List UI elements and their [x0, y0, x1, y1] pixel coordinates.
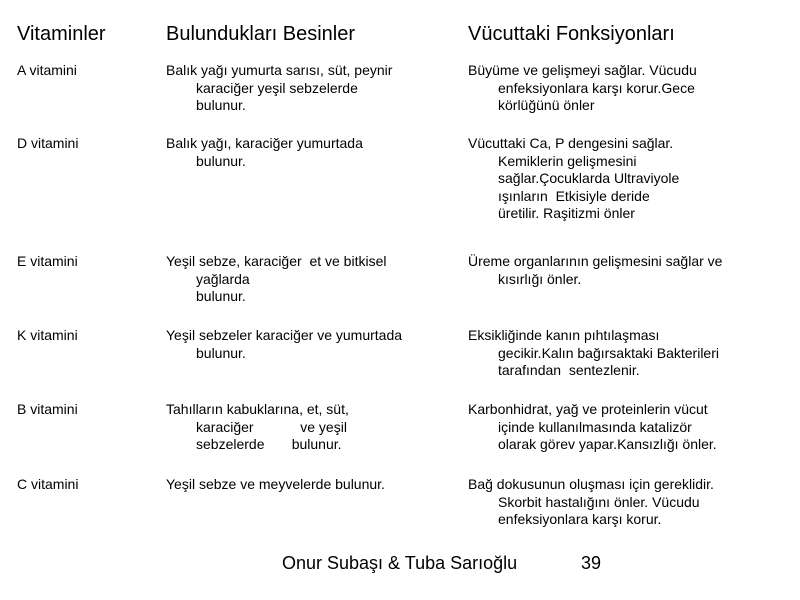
- foods-line: Balık yağı, karaciğer yumurtada: [166, 135, 363, 151]
- foods-line: bulunur.: [196, 152, 246, 169]
- row-e-foods: [166, 253, 460, 306]
- row-b-vitamin: [17, 401, 157, 419]
- row-e-functions: [468, 253, 794, 288]
- row-d-foods: [166, 135, 460, 170]
- functions-line: Karbonhidrat, yağ ve proteinlerin vücut: [468, 401, 708, 417]
- functions-line: Kemiklerin gelişmesini: [498, 152, 637, 169]
- row-c-vitamin: [17, 476, 157, 494]
- row-d-functions: [468, 135, 794, 223]
- page-number: 39: [581, 553, 602, 573]
- functions-line: üretilir. Raşitizmi önler: [498, 205, 635, 221]
- row-b-foods: [166, 401, 460, 454]
- header-foods: Bulundukları Besinler: [166, 23, 355, 45]
- row-k-foods: [166, 327, 460, 362]
- row-k-vitamin: [17, 327, 157, 345]
- foods-line: Yeşil sebzeler karaciğer ve yumurtada: [166, 327, 403, 343]
- foods-line: bulunur.: [196, 344, 246, 361]
- vitamin-name: K vitamini: [17, 327, 78, 343]
- functions-line: olarak görev yapar.Kansızlığı önler.: [498, 436, 717, 452]
- foods-line: bulunur.: [196, 97, 246, 113]
- header-functions: Vücuttaki Fonksiyonları: [468, 23, 675, 45]
- functions-line: Eksikliğinde kanın pıhtılaşması: [468, 327, 660, 343]
- functions-line: gecikir.Kalın bağırsaktaki Bakterileri: [498, 344, 719, 361]
- functions-line: Vücuttaki Ca, P dengesini sağlar.: [468, 135, 674, 151]
- row-a-foods: [166, 62, 460, 115]
- functions-line: enfeksiyonlara karşı korur.: [498, 511, 662, 527]
- foods-line: Yeşil sebze, karaciğer et ve bitkisel: [166, 253, 387, 269]
- header-vitaminler: Vitaminler: [17, 23, 106, 45]
- functions-line: içinde kullanılmasında katalizör: [498, 418, 692, 435]
- row-c-functions: [468, 476, 794, 529]
- functions-line: Büyüme ve gelişmeyi sağlar. Vücudu: [468, 62, 697, 78]
- foods-line: karaciğer yeşil sebzelerde: [196, 79, 358, 96]
- vitamin-name: D vitamini: [17, 135, 79, 151]
- functions-line: Skorbit hastalığını önler. Vücudu: [498, 493, 700, 510]
- row-b-functions: [468, 401, 794, 454]
- functions-line: körlüğünü önler: [498, 97, 595, 113]
- vitamin-name: A vitamini: [17, 62, 77, 78]
- foods-line: yağlarda: [196, 270, 250, 287]
- row-a-functions: [468, 62, 794, 115]
- functions-line: Bağ dokusunun oluşması için gereklidir.: [468, 476, 714, 492]
- row-c-foods: [166, 476, 460, 494]
- foods-line: sebzelerde bulunur.: [196, 436, 342, 452]
- row-k-functions: [468, 327, 794, 380]
- foods-line: bulunur.: [196, 288, 246, 304]
- foods-line: Balık yağı yumurta sarısı, süt, peynir: [166, 62, 393, 78]
- vitamin-name: E vitamini: [17, 253, 78, 269]
- row-e-vitamin: [17, 253, 157, 271]
- functions-line: enfeksiyonlara karşı korur.Gece: [498, 79, 695, 96]
- functions-line: Üreme organlarının gelişmesini sağlar ve: [468, 253, 723, 269]
- vitamin-name: B vitamini: [17, 401, 78, 417]
- foods-line: Yeşil sebze ve meyvelerde bulunur.: [166, 476, 385, 492]
- functions-line: kısırlığı önler.: [498, 270, 582, 287]
- functions-line: sağlar.Çocuklarda Ultraviyole: [498, 170, 680, 186]
- foods-line: karaciğer ve yeşil: [196, 418, 347, 435]
- foods-line: Tahılların kabuklarına, et, süt,: [166, 401, 349, 417]
- row-d-vitamin: [17, 135, 157, 153]
- footer-authors: Onur Subaşı & Tuba Sarıoğlu: [282, 553, 518, 573]
- vitamin-name: C vitamini: [17, 476, 79, 492]
- functions-line: tarafından sentezlenir.: [498, 362, 640, 378]
- functions-line: ışınların Etkisiyle deride: [498, 187, 650, 204]
- row-a-vitamin: [17, 62, 157, 80]
